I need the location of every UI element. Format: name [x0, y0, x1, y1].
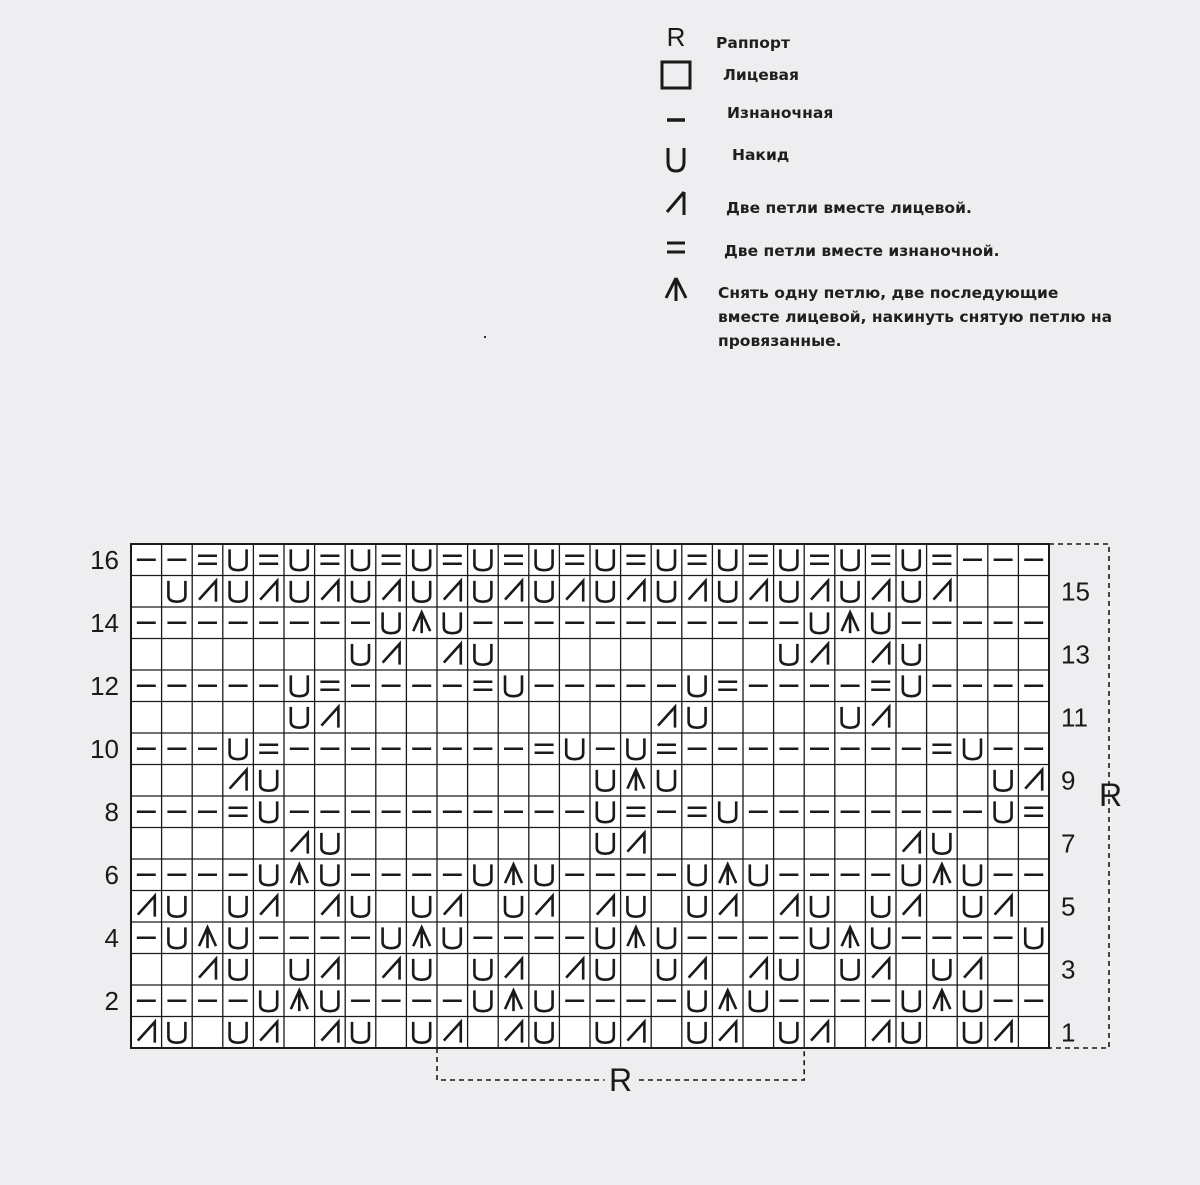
row-number-left: 2 — [104, 985, 119, 1016]
row-number-right: 13 — [1061, 639, 1090, 670]
row-number-right: 5 — [1061, 891, 1076, 922]
repeat-symbol: R — [666, 21, 686, 52]
row-number-left: 16 — [90, 544, 119, 575]
legend-label-sk2p: Снять одну петлю, две последующие вместе лицевой, накинуть снятую петлю на провязанные. — [718, 284, 1113, 350]
legend-label-yarn-over: Накид — [732, 146, 790, 164]
chart-grid — [131, 544, 1049, 1048]
row-number-left: 8 — [104, 796, 119, 827]
row-number-left: 12 — [90, 670, 119, 701]
row-number-left: 6 — [104, 859, 119, 890]
legend-label-k2tog: Две петли вместе лицевой. — [726, 199, 972, 217]
row-number-right: 15 — [1061, 576, 1090, 607]
legend-label-knit: Лицевая — [723, 66, 799, 84]
legend-label-repeat: Раппорт — [716, 34, 790, 52]
row-number-right: 11 — [1061, 702, 1088, 733]
legend-label-purl: Изнаночная — [727, 104, 834, 122]
row-number-right: 3 — [1061, 954, 1076, 985]
row-number-right: 1 — [1061, 1017, 1076, 1048]
row-number-right: 7 — [1061, 828, 1076, 859]
row-number-left: 4 — [104, 922, 119, 953]
row-number-right: 9 — [1061, 765, 1076, 796]
row-number-left: 10 — [90, 733, 119, 764]
repeat-label-right: R — [1099, 777, 1123, 813]
row-number-left: 14 — [90, 607, 119, 638]
legend-label-p2tog: Две петли вместе изнаночной. — [724, 242, 1000, 260]
repeat-label-bottom: R — [609, 1062, 633, 1098]
